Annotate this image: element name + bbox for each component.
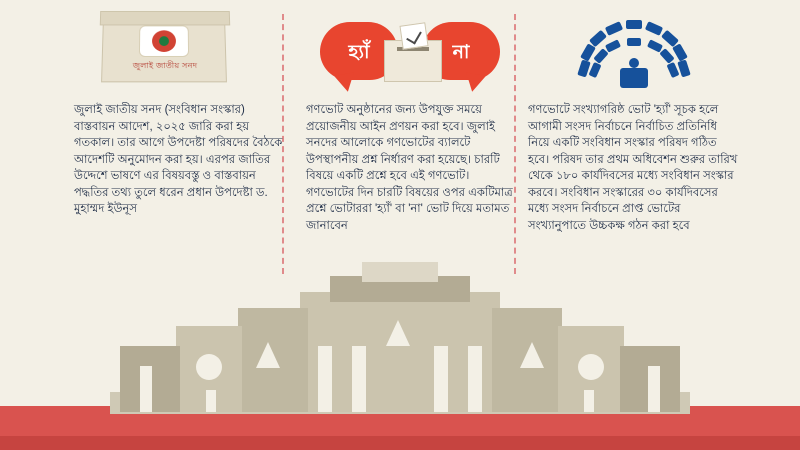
seat: [677, 60, 691, 78]
seat: [627, 38, 641, 46]
column-gap: [318, 346, 332, 412]
column-parliament-text: গণভোটে সংখ্যাগরিষ্ঠ ভোট 'হ্যাঁ' সূচক হলে আগামী সংসদ নির্বাচনে নির্বাচিত প্রতিনিধি নিয়ে একটি সংবিধান সংস্কার পরিষদ গঠিত হবে। পরিষদ তার প্রথম অধিবেশন শুরুর তারিখ থেকে ১৮০ কার্যদিবসের মধ্যে সংবিধান সংস্কার করবে। সংবিধান সংস্কারের ৩০ কার্যদিবসের মধ্যে সংসদ নির্বাচনে প্রাপ্ত ভোটের সংখ্যানুপাতে উচ্চকক্ষ গঠন করা হবে: [528, 104, 738, 232]
column-gap: [140, 366, 152, 412]
seal-emblem: [152, 30, 176, 52]
national-seal-icon: [139, 25, 189, 57]
seat: [588, 62, 601, 78]
triangle-cutout: [256, 342, 280, 368]
column-gap: [468, 346, 482, 412]
triangle-cutout: [386, 320, 410, 346]
document-box-lid: [100, 11, 230, 25]
column-charter-order-text: জুলাই জাতীয় সনদ (সংবিধান সংস্কার) বাস্তবায়ন আদেশ, ২০২৫ জারি করা হয় গতকাল। তার আগে উপদেষ্টা পরিষদের বৈঠকে আদেশটি অনুমোদন করা হয়। এরপর জাতির উদ্দেশে ভাষণে এর বিষয়বস্তু ও বাস্তবায়ন পদ্ধতির তথ্য তুলে ধরেন প্রধান উপদেষ্টা ড. মুহাম্মদ ইউনূস: [74, 104, 283, 215]
document-box-body: [101, 19, 227, 83]
column-gap: [352, 346, 366, 412]
column-gap: [648, 366, 660, 412]
parliament-building-illustration: [0, 250, 800, 450]
column-referendum-text: গণভোট অনুষ্ঠানের জন্য উপযুক্ত সময়ে প্রয়োজনীয় আইন প্রণয়ন করা হবে। জুলাই সনদের আলোকে গণভোটের ব্যালটে উপস্থাপনীয় প্রশ্ন নির্ধারণ করা হয়েছে। চারটি বিষয়ে একটি প্রশ্নে হবে এই গণভোট। গণভোটের দিন চারটি বিষয়ের ওপর একটিমাত্র প্রশ্নে ভোটাররা 'হ্যাঁ' বা 'না' ভোট দিয়ে মতামত জানাবেন: [306, 104, 513, 232]
seating-fan: [574, 18, 694, 90]
document-box-icon: [74, 10, 286, 102]
column-gap: [434, 346, 448, 412]
document-box-label: জুলাই জাতীয় সনদ: [132, 60, 198, 71]
speech-bubble-tail: [462, 72, 485, 94]
seat: [593, 48, 608, 64]
seat: [605, 21, 623, 36]
seat: [626, 20, 642, 29]
circle-cutout: [578, 354, 604, 380]
parliament-seats-icon: [528, 10, 740, 102]
speech-bubble-no-label: না: [452, 42, 470, 63]
ground-band-shadow: [0, 436, 800, 450]
column-gap: [206, 390, 216, 412]
seat: [605, 39, 621, 52]
speaker-podium-icon: [620, 68, 648, 88]
speech-bubble-yes-label: হ্যাঁ: [348, 42, 370, 63]
seat: [589, 30, 607, 47]
column-referendum: [306, 10, 518, 234]
column-charter-order: [74, 10, 286, 218]
triangle-cutout: [520, 342, 544, 368]
ballot-box-icon: [306, 10, 518, 102]
column-gap: [584, 390, 594, 412]
seat: [672, 43, 688, 61]
building-center-crown: [362, 262, 438, 282]
circle-cutout: [196, 354, 222, 380]
ballot-box-body: [384, 40, 442, 82]
column-parliament: [528, 10, 740, 234]
speech-bubble-tail: [334, 72, 357, 94]
seat: [645, 21, 663, 36]
ballot-paper-icon: [399, 22, 428, 49]
